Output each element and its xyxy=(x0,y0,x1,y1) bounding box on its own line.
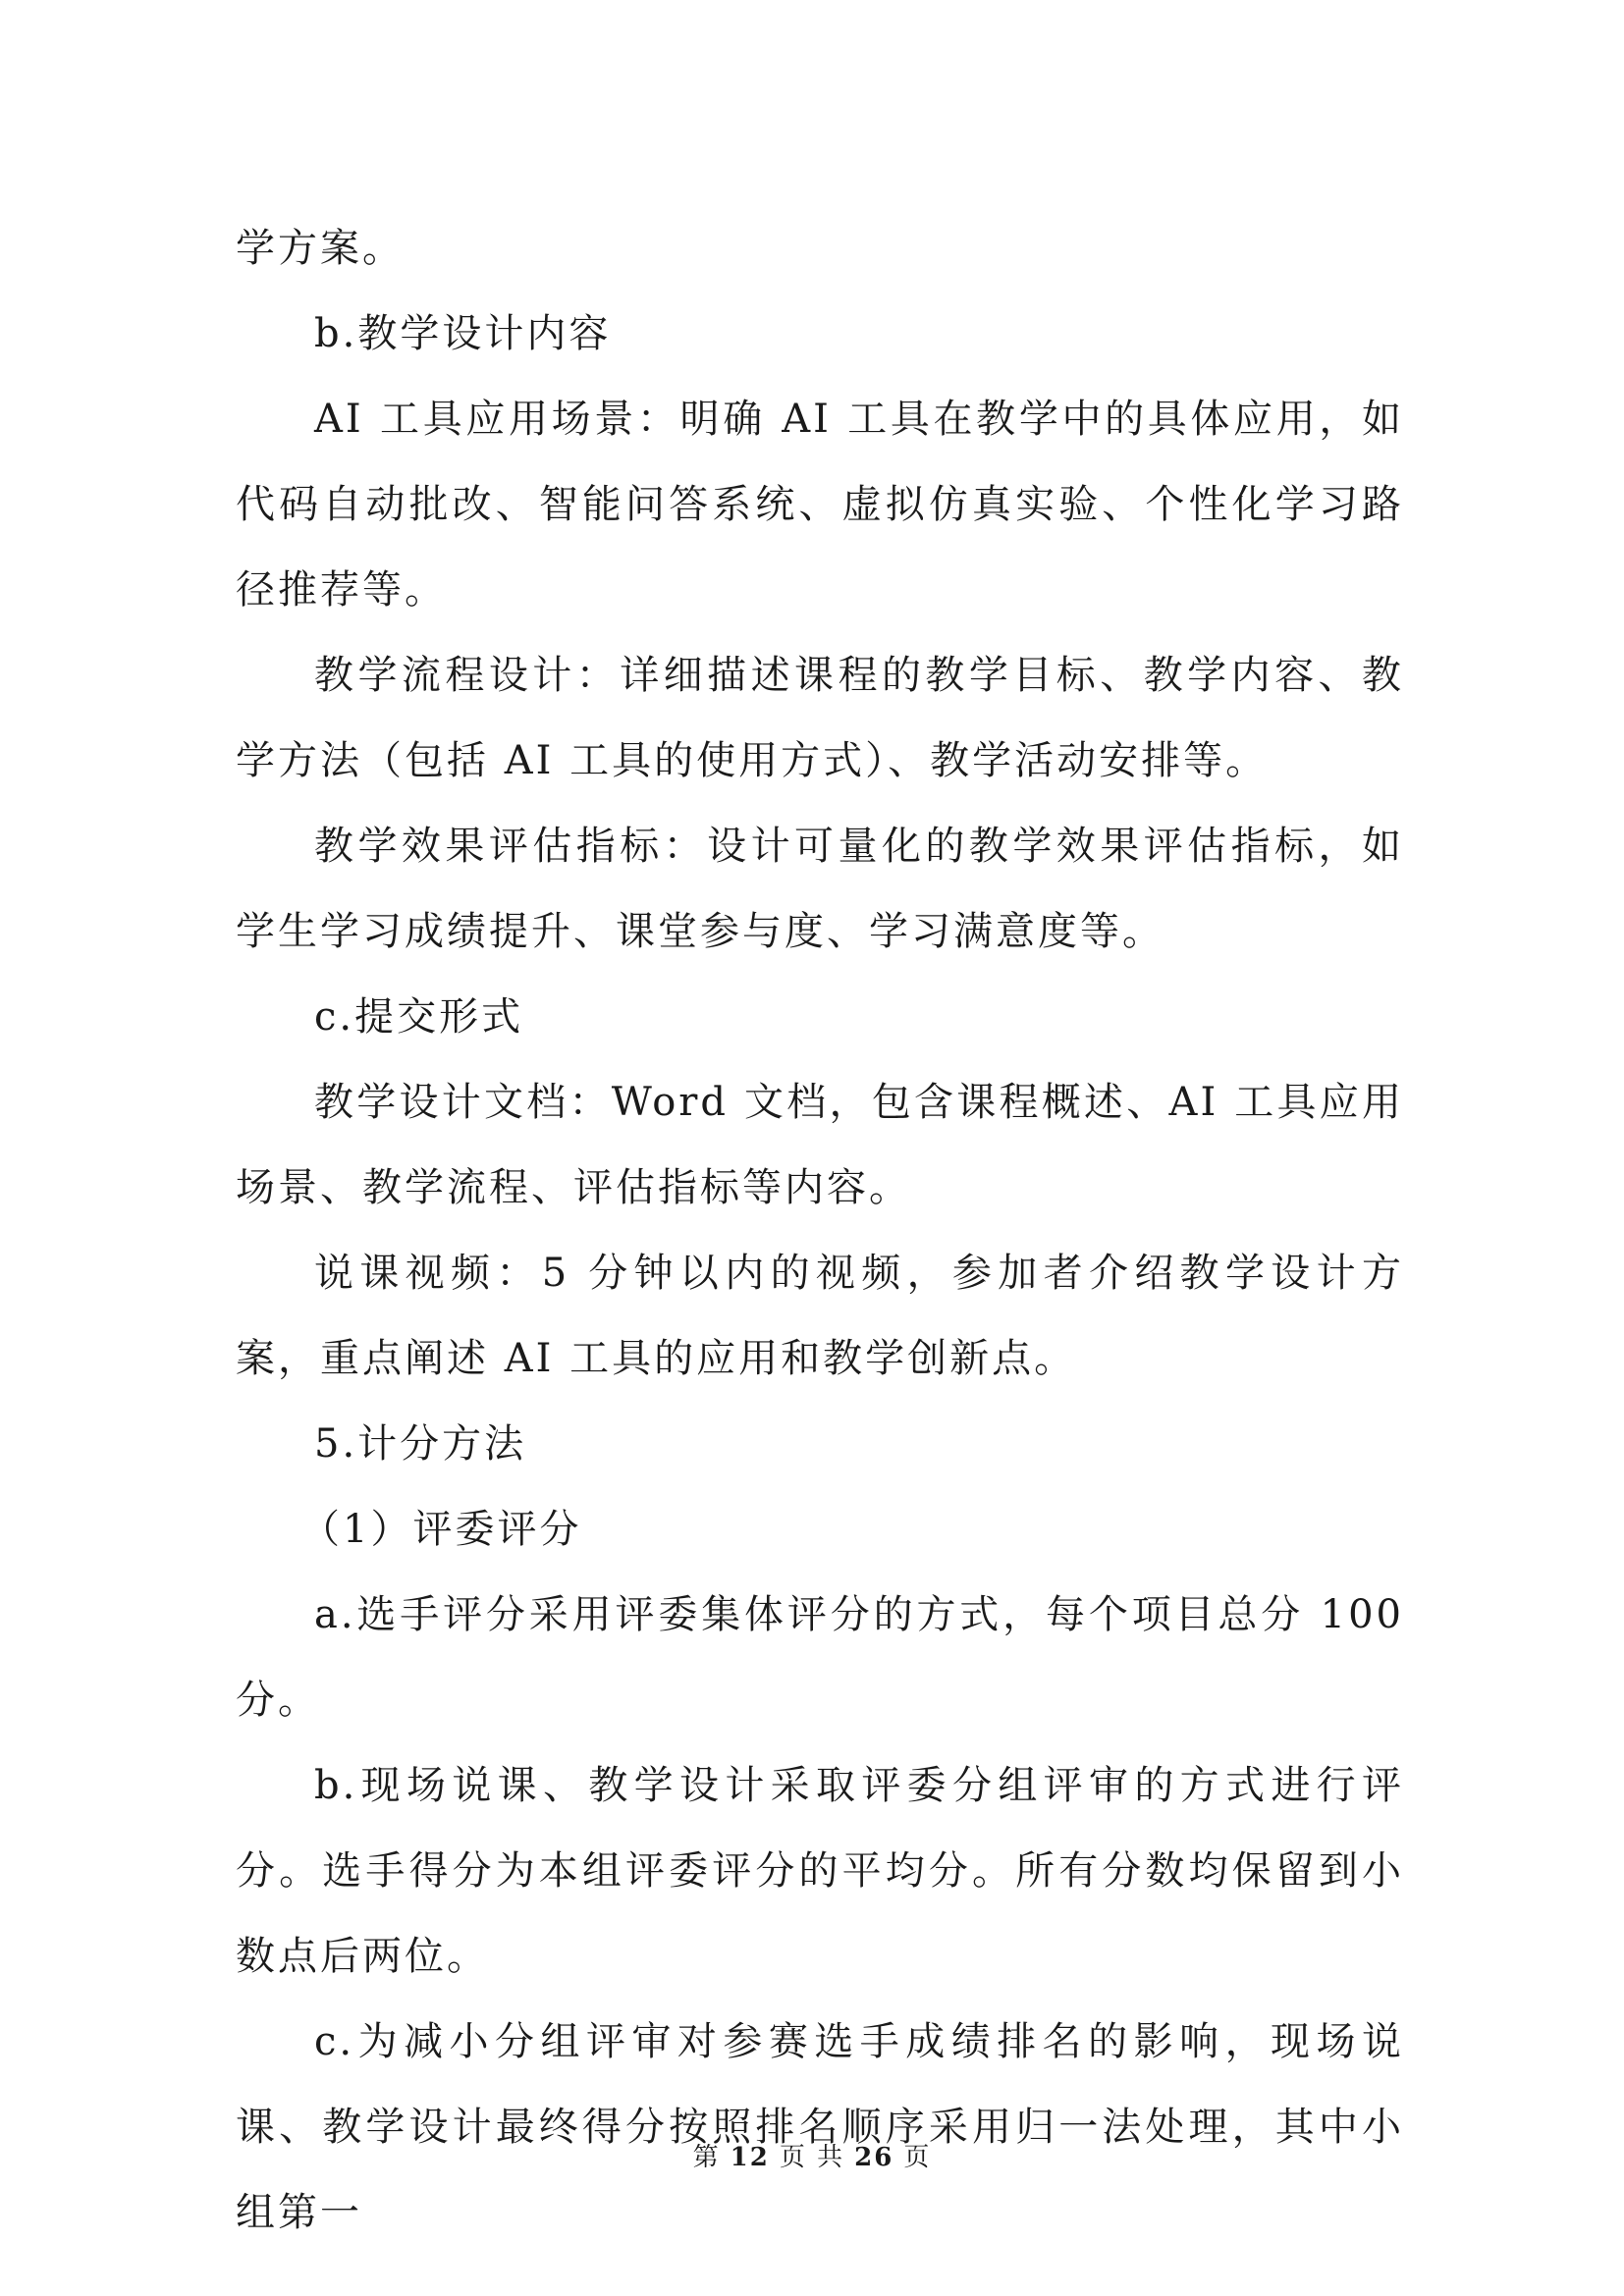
paragraph-scoring-a: a.选手评分采用评委集体评分的方式，每个项目总分 100 分。 xyxy=(236,1592,1404,1723)
paragraph-heading-b: b.教学设计内容 xyxy=(314,311,612,356)
paragraph-heading-scoring: 5.计分方法 xyxy=(314,1421,527,1467)
document-body xyxy=(236,206,1404,2256)
paragraph-evaluation-indicators: 教学效果评估指标：设计可量化的教学效果评估指标，如学生学习成绩提升、课堂参与度、学习满意度等。 xyxy=(236,824,1404,954)
paragraph-teaching-process: 教学流程设计：详细描述课程的教学目标、教学内容、教学方法（包括 AI 工具的使用方式）、教学活动安排等。 xyxy=(236,653,1404,783)
paragraph-design-document: 教学设计文档：Word 文档，包含课程概述、AI 工具应用场景、教学流程、评估指标等内容。 xyxy=(236,1080,1404,1210)
paragraph-lecture-video: 说课视频：5 分钟以内的视频，参加者介绍教学设计方案，重点阐述 AI 工具的应用和教学创新点。 xyxy=(236,1251,1404,1381)
paragraph-heading-c: c.提交形式 xyxy=(314,994,524,1040)
current-page-number: 12 xyxy=(730,2143,770,2172)
page-footer xyxy=(0,2138,1624,2177)
footer-middle: 页 共 xyxy=(779,2143,845,2172)
paragraph-ai-scenarios: AI 工具应用场景：明确 AI 工具在教学中的具体应用，如代码自动批改、智能问答系统、虚拟仿真实验、个性化学习路径推荐等。 xyxy=(236,397,1404,613)
footer-prefix: 第 xyxy=(692,2143,721,2172)
paragraph-continuation: 学方案。 xyxy=(236,226,405,271)
footer-suffix: 页 xyxy=(903,2143,932,2172)
paragraph-scoring-b: b.现场说课、教学设计采取评委分组评审的方式进行评分。选手得分为本组评委评分的平均分。所有分数均保留到小数点后两位。 xyxy=(236,1763,1404,1979)
paragraph-heading-judges: （1）评委评分 xyxy=(300,1507,582,1552)
paragraph-scoring-c: c.为减小分组评审对参赛选手成绩排名的影响，现场说课、教学设计最终得分按照排名顺序采用归一法处理，其中小组第一 xyxy=(236,2019,1404,2235)
total-page-number: 26 xyxy=(854,2143,894,2172)
